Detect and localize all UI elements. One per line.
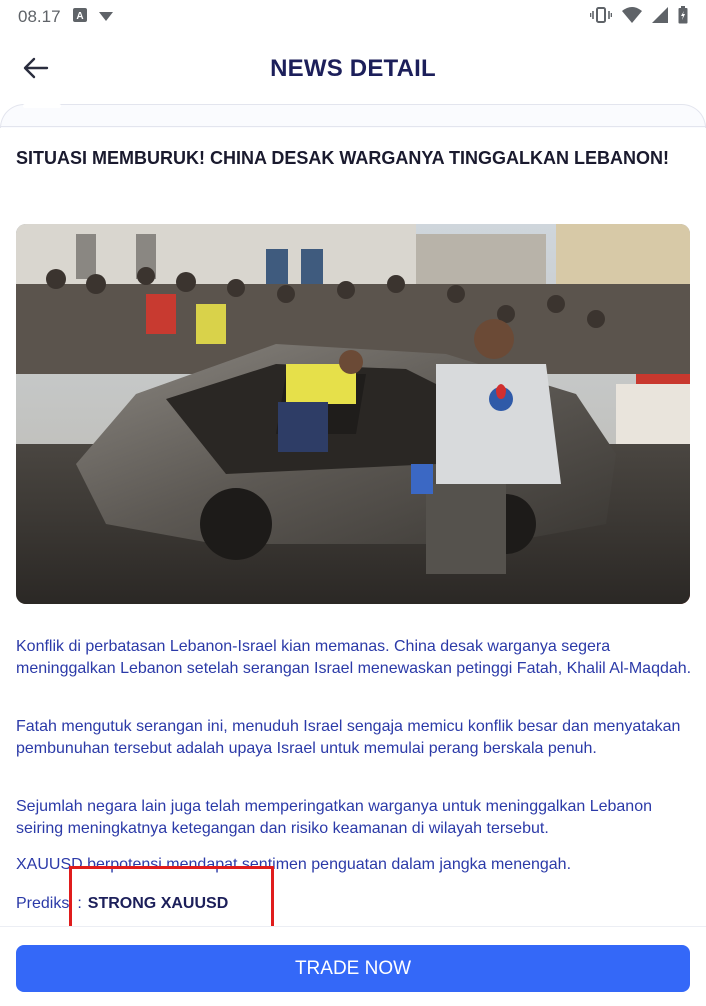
prediction-label: Prediksi : — [16, 895, 82, 912]
article-paragraph: Sejumlah negara lain juga telah memperingatkan warganya untuk meninggalkan Lebanon seiring meningkatnya ketegangan dan risiko keamanan di wilayah tersebut. — [16, 798, 652, 837]
download-arrow-icon — [99, 7, 113, 27]
signal-icon — [652, 7, 668, 28]
article-headline: SITUASI MEMBURUK! CHINA DESAK WARGANYA TINGGALKAN LEBANON! — [16, 148, 669, 168]
back-button[interactable] — [18, 52, 54, 88]
prediction-value: STRONG XAUUSD — [87, 895, 229, 912]
news-photo-icon — [16, 224, 690, 604]
status-bar — [0, 0, 706, 34]
vibrate-icon — [590, 7, 612, 28]
svg-text:A: A — [75, 11, 84, 22]
article-paragraph: XAUUSD berpotensi mendapat sentimen penguatan dalam jangka menengah. — [16, 856, 572, 873]
trade-now-button[interactable]: TRADE NOW — [16, 945, 690, 992]
article-paragraph: Konflik di perbatasan Lebanon-Israel kian memanas. China desak warganya segera meninggalkan Lebanon setelah serangan Israel menewaskan petinggi Fatah, Khalil Al-Maqdah. — [16, 638, 692, 677]
content-card-edge — [0, 104, 706, 128]
page-title: NEWS DETAIL — [270, 55, 436, 82]
article-paragraph: Fatah mengutuk serangan ini, menuduh Israel sengaja memicu konflik besar dan menyatakan pembunuhan tersebut adalah upaya Israel untuk memulai perang berskala penuh. — [16, 718, 681, 757]
bottom-action-bar — [0, 926, 706, 1006]
article-content[interactable] — [0, 126, 706, 926]
font-a-icon — [73, 7, 87, 27]
article-image — [16, 224, 690, 604]
wifi-icon — [622, 7, 642, 28]
app-bar — [0, 34, 706, 104]
status-time: 08.17 — [18, 7, 61, 26]
prediction-row — [16, 893, 228, 914]
battery-icon — [678, 6, 688, 29]
arrow-left-icon — [23, 57, 49, 84]
